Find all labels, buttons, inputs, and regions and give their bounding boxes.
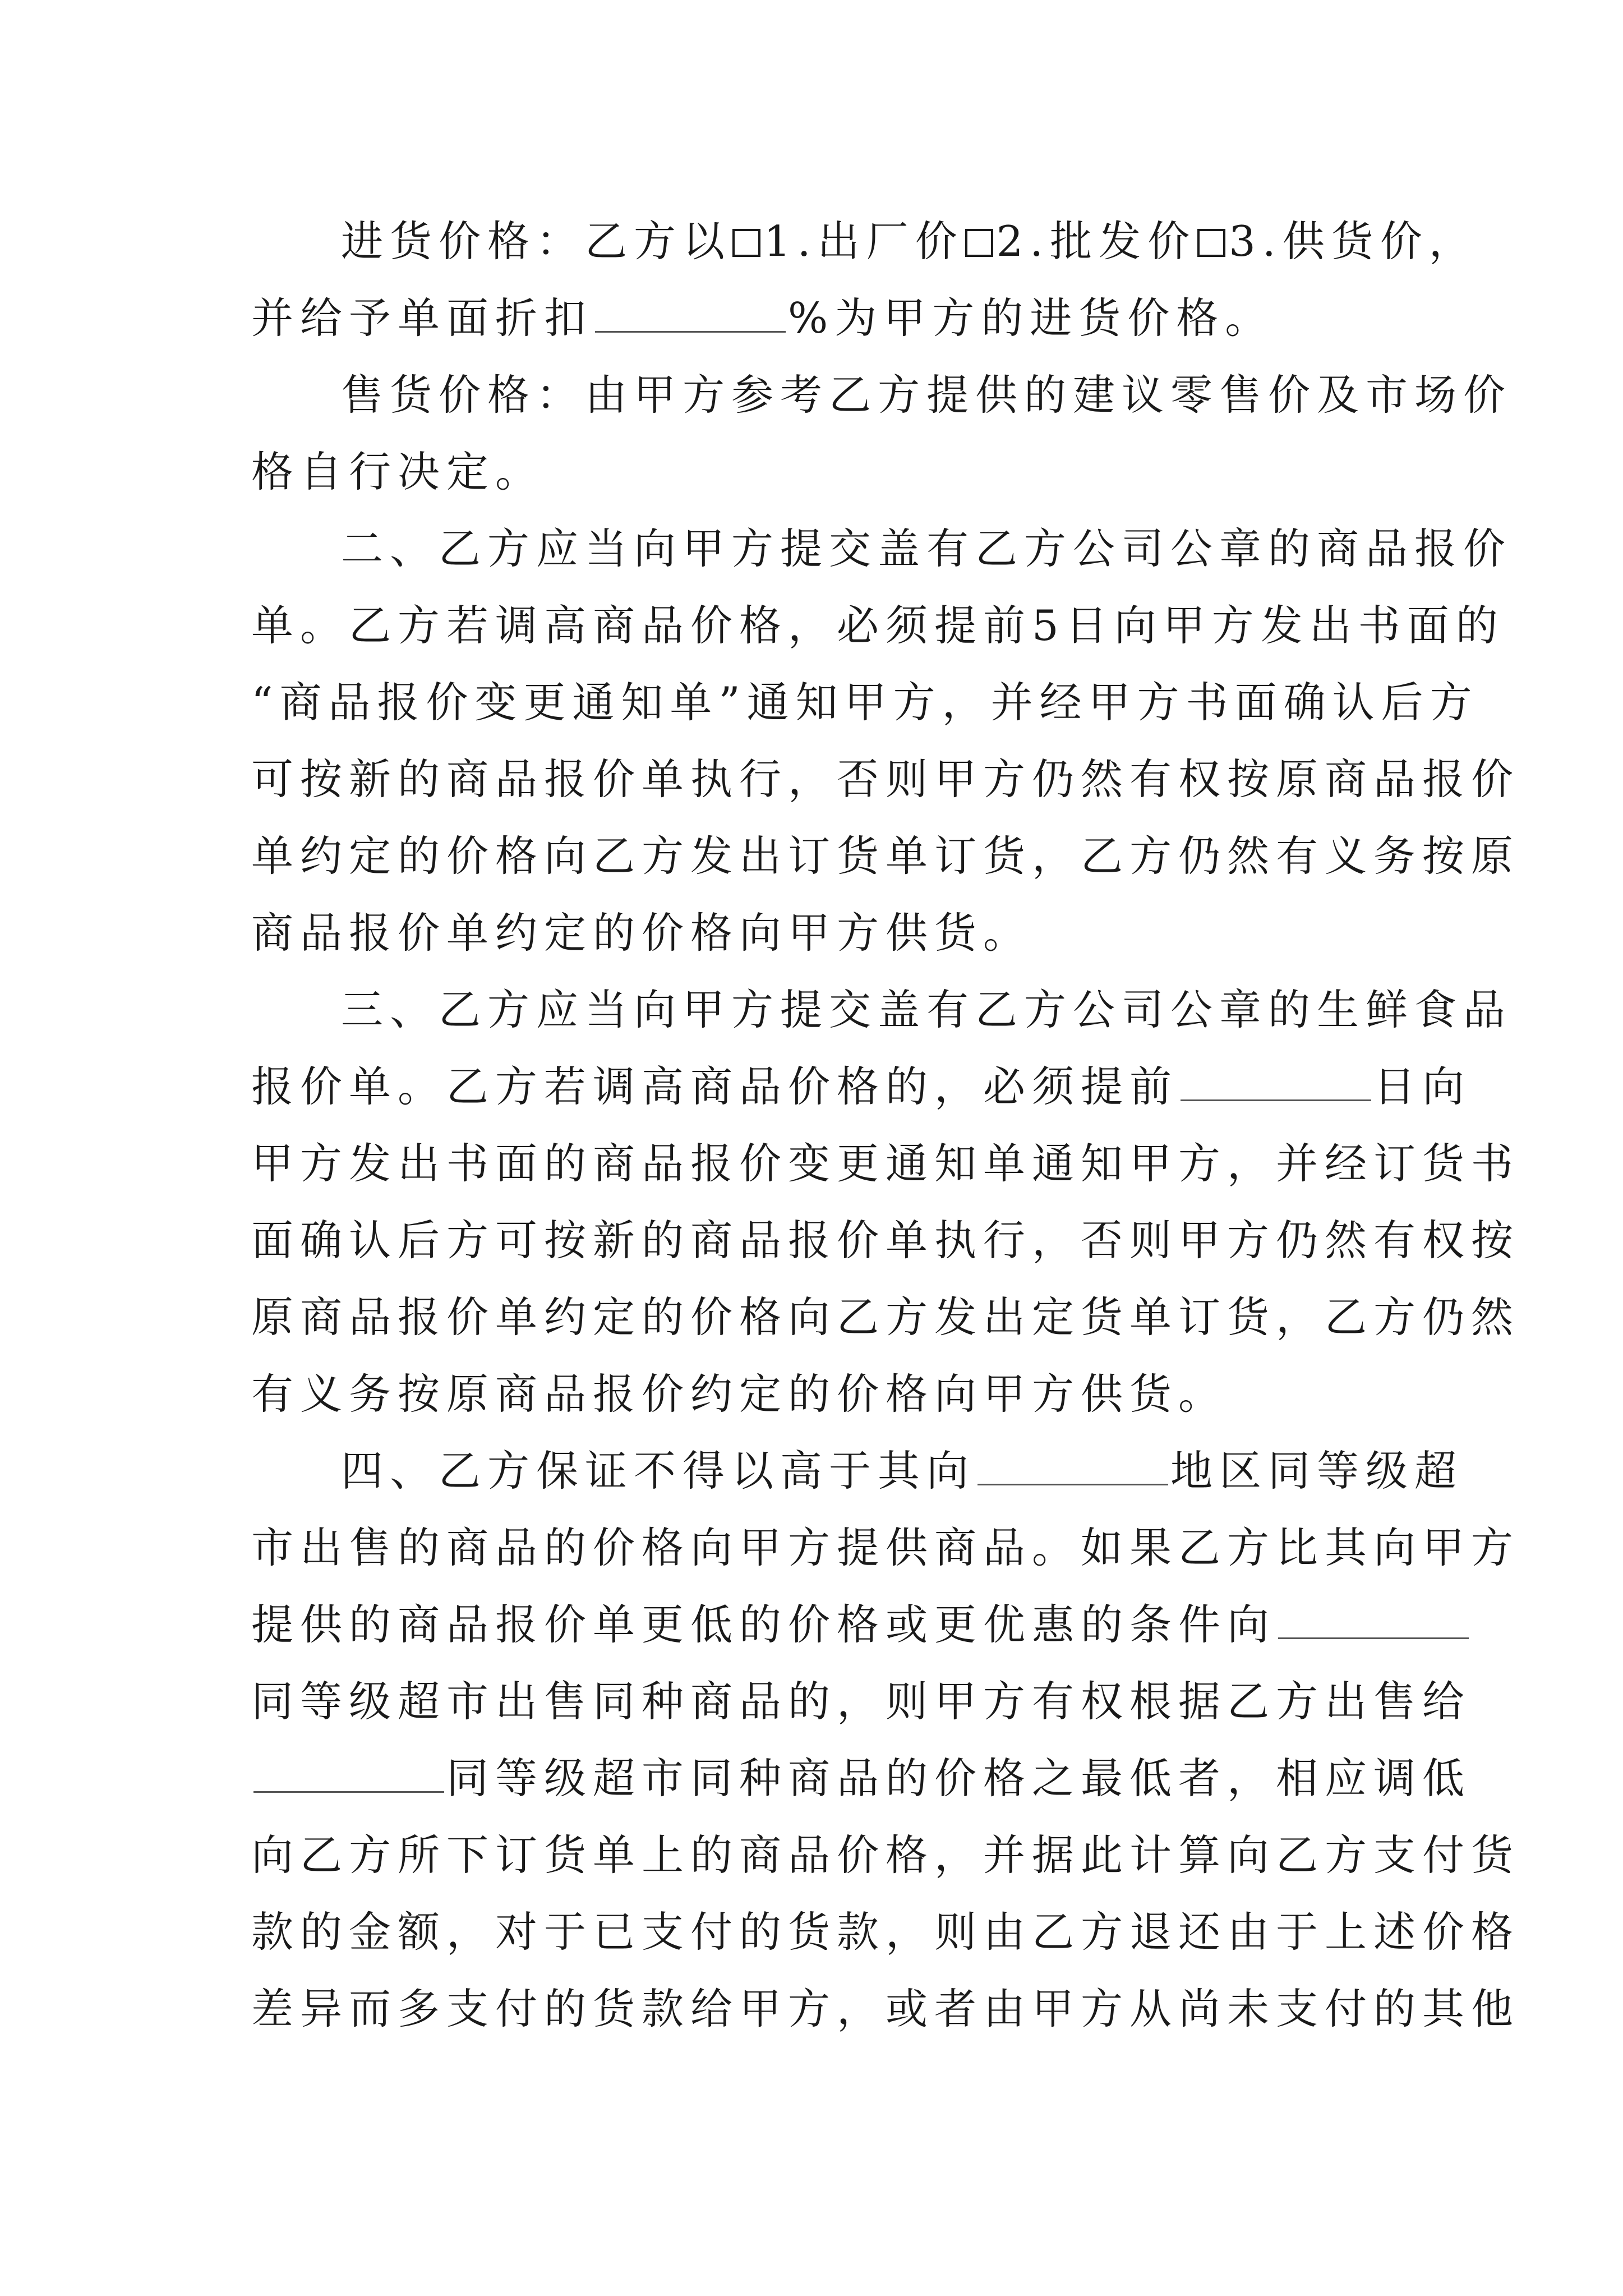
text-line: 款的金额，对于已支付的货款，则由乙方退还由于上述价格: [251, 1907, 1520, 1957]
text-line: 售货价格：由甲方参考乙方提供的建议零售价及市场价: [341, 370, 1513, 420]
text-line: 四、乙方保证不得以高于其向 地区同等级超: [341, 1446, 1464, 1496]
text-line: 同等级超市同种商品的价格之最低者，相应调低: [251, 1740, 1373, 1817]
checkbox-wholesale-price[interactable]: [965, 229, 993, 257]
paragraph-purchase-price: [251, 203, 1478, 357]
paragraph-clause-three: [251, 972, 1520, 1433]
blank-region-2[interactable]: [1278, 1603, 1469, 1639]
text-line: 单约定的价格向乙方发出订货单订货，乙方仍然有义务按原: [251, 831, 1520, 881]
text-line: 商品报价单约定的价格向甲方供货。: [251, 908, 1032, 958]
text-line: “商品报价变更通知单”通知甲方，并经甲方书面确认后方: [251, 678, 1479, 727]
text-line: 并给予单面折扣 %为甲方的进货价格。: [251, 293, 1274, 343]
blank-region-3[interactable]: [253, 1756, 444, 1793]
text-line: 可按新的商品报价单执行，否则甲方仍然有权按原商品报价: [251, 754, 1520, 804]
text-line: 单。乙方若调高商品价格，必须提前5日向甲方发出书面的: [251, 601, 1505, 650]
blank-notice-days[interactable]: [1181, 1065, 1371, 1101]
text-line: 向乙方所下订货单上的商品价格，并据此计算向乙方支付货: [251, 1830, 1520, 1880]
text-line: 报价单。乙方若调高商品价格的，必须提前 日向: [251, 1062, 1472, 1111]
blank-region[interactable]: [978, 1449, 1168, 1485]
text-line: 提供的商品报价单更低的价格或更优惠的条件向: [251, 1586, 1373, 1663]
text-line: 有义务按原商品报价约定的价格向甲方供货。: [251, 1369, 1228, 1419]
text-line: 进货价格：乙方以 1.出厂价 2.批发价 3.供货价，: [341, 217, 1478, 266]
paragraph-sale-price: [251, 357, 1513, 510]
checkbox-factory-price[interactable]: [732, 229, 760, 257]
text-line: 二、乙方应当向甲方提交盖有乙方公司公章的商品报价: [341, 524, 1513, 573]
text-line: 甲方发出书面的商品报价变更通知单通知甲方，并经订货书: [251, 1139, 1520, 1188]
text-line: 三、乙方应当向甲方提交盖有乙方公司公章的生鲜食品: [341, 985, 1513, 1034]
blank-discount-percent[interactable]: [595, 296, 786, 333]
text-line: 原商品报价单约定的价格向乙方发出定货单订货，乙方仍然: [251, 1292, 1520, 1342]
text-line: 同等级超市出售同种商品的，则甲方有权根据乙方出售给: [251, 1677, 1472, 1726]
paragraph-clause-two: [251, 510, 1520, 972]
checkbox-supply-price[interactable]: [1197, 229, 1225, 257]
contract-text: [251, 203, 1520, 2047]
text-line: 格自行决定。: [251, 447, 545, 496]
text-line: 面确认后方可按新的商品报价单执行，否则甲方仍然有权按: [251, 1216, 1520, 1265]
text-line: 市出售的商品的价格向甲方提供商品。如果乙方比其向甲方: [251, 1523, 1520, 1572]
text-line: 差异而多支付的货款给甲方，或者由甲方从尚未支付的其他: [251, 1984, 1520, 2033]
paragraph-clause-four: [251, 1433, 1520, 2047]
